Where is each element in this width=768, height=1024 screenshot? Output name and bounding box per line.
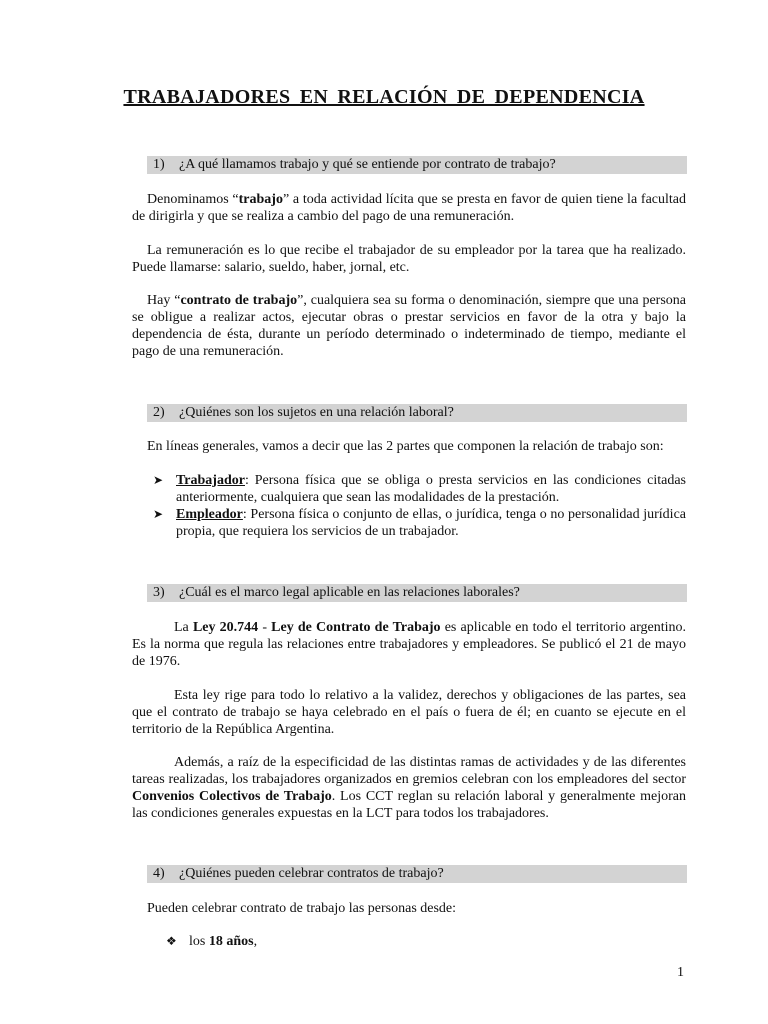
paragraph-trabajo xyxy=(132,191,686,225)
question-number: 4) xyxy=(153,866,165,881)
text-run: los xyxy=(189,934,209,949)
paragraph-convenios xyxy=(132,754,686,822)
bold-term: Ley 20.744 xyxy=(192,620,259,635)
underlined-term: Empleador xyxy=(176,507,243,522)
question-heading-1 xyxy=(147,156,687,174)
bold-term: 18 años xyxy=(208,934,254,949)
question-text: ¿Quiénes pueden celebrar contratos de trabajo? xyxy=(179,866,444,881)
paragraph-contrato xyxy=(132,292,686,360)
text-run: : Persona física o conjunto de ellas, o jurídica, tenga o no personalidad jurídica propia, que requiera los servicios de un trabajador. xyxy=(176,507,686,539)
text-run: ” a toda actividad lícita que se presta en favor de quien tiene la facultad de dirigirla y que se realiza a cambio del pago de una remuneración. xyxy=(132,192,686,224)
text-run: : Persona física que se obliga o presta servicios en las condiciones citadas anteriormente, cualquiera que sean las modalidades de la prestación. xyxy=(176,473,686,505)
question-heading-2 xyxy=(147,404,687,422)
question-text: ¿Cuál es el marco legal aplicable en las relaciones laborales? xyxy=(179,585,520,600)
question-text: ¿A qué llamamos trabajo y qué se entiende por contrato de trabajo? xyxy=(179,157,556,172)
text-run: ”, cualquiera sea su forma o denominación, siempre que una persona se obligue a realizar actos, ejecutar obras o prestar servicios en favor de la otra y bajo la dependencia de ésta, durante un período determinado o indeterminado de tiempo, mediante el pago de una remuneración. xyxy=(132,293,686,359)
arrow-bullet-icon: ➤ xyxy=(153,507,164,521)
question-text: ¿Quiénes son los sujetos en una relación laboral? xyxy=(179,405,454,420)
question-number: 2) xyxy=(153,405,165,420)
arrow-bullet-icon: ➤ xyxy=(153,473,164,487)
text-run: Denominamos “ xyxy=(147,192,239,207)
text-run: Además, a raíz de la especificidad de las distintas ramas de actividades y de las diferentes tareas realizadas, los trabajadores organizados en gremios celebran con los empleadores del sector xyxy=(132,755,686,787)
bold-term: Convenios Colectivos de Trabajo xyxy=(132,789,332,804)
bold-term: trabajo xyxy=(238,192,283,207)
list-item-empleador xyxy=(176,506,686,540)
bold-term: contrato de trabajo xyxy=(180,293,298,308)
paragraph-edad: Pueden celebrar contrato de trabajo las personas desde: xyxy=(147,901,457,916)
paragraph-validez: Esta ley rige para todo lo relativo a la validez, derechos y obligaciones de las partes, sea que el contrato de trabajo se haya celebrado en el país o fuera de él; en cuanto se ejecute en el territorio de la República Argentina. xyxy=(132,688,686,737)
diamond-bullet-icon: ❖ xyxy=(166,934,177,948)
question-number: 1) xyxy=(153,157,165,172)
text-run: Hay “ xyxy=(147,293,181,308)
page-number: 1 xyxy=(677,965,684,980)
text-run: es aplicable en todo el territorio argentino. Es la norma que regula las relaciones entre trabajadores y empleadores. Se publicó el 21 de mayo de 1976. xyxy=(132,620,686,669)
list-item-edad xyxy=(189,933,589,950)
paragraph-remuneracion: La remuneración es lo que recibe el trabajador de su empleador por la tarea que ha realizado. Puede llamarse: salario, sueldo, haber, jornal, etc. xyxy=(132,243,686,275)
list-item-trabajador xyxy=(176,472,686,506)
document-title: TRABAJADORES EN RELACIÓN DE DEPENDENCIA xyxy=(123,86,645,108)
text-run: - xyxy=(258,620,272,635)
question-heading-4 xyxy=(147,865,687,883)
text-run: , xyxy=(253,934,258,949)
underlined-term: Trabajador xyxy=(176,473,245,488)
text-run: . Los CCT reglan su relación laboral y generalmente mejoran las condiciones generales expuestas en la LCT para todos los trabajadores. xyxy=(132,789,686,821)
bold-term: Ley de Contrato de Trabajo xyxy=(271,620,441,635)
paragraph-ley xyxy=(132,619,686,670)
question-number: 3) xyxy=(153,585,165,600)
paragraph-partes: En líneas generales, vamos a decir que las 2 partes que componen la relación de trabajo son: xyxy=(147,439,664,454)
text-run: La xyxy=(174,620,193,635)
question-heading-3 xyxy=(147,584,687,602)
